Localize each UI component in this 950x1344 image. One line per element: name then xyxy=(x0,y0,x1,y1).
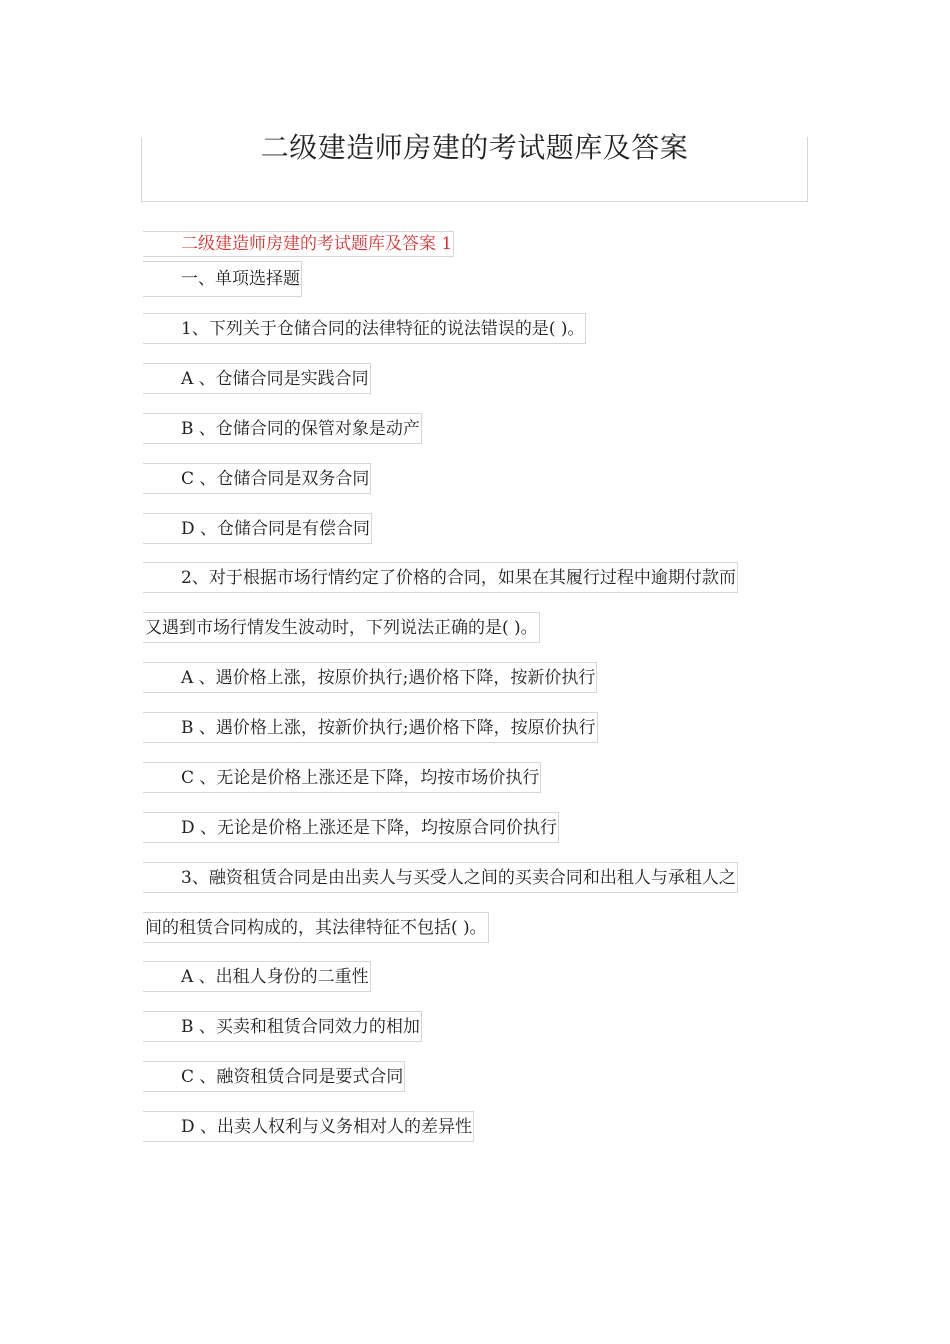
q1-option-c: C 、仓储合同是双务合同 xyxy=(143,463,371,494)
q2-option-d: D 、无论是价格上涨还是下降，均按原合同价执行 xyxy=(143,812,559,843)
document-title: 二级建造师房建的考试题库及答案 xyxy=(142,133,807,163)
q2-option-a: A 、遇价格上涨，按原价执行;遇价格下降，按新价执行 xyxy=(143,662,597,693)
q3-option-b: B 、买卖和租赁合同效力的相加 xyxy=(143,1011,422,1042)
question-3-line-2: 间的租赁合同构成的，其法律特征不包括( )。 xyxy=(143,912,489,943)
question-2-line-2: 又遇到市场行情发生波动时，下列说法正确的是( )。 xyxy=(143,612,540,643)
q2-option-c: C 、无论是价格上涨还是下降，均按市场价执行 xyxy=(143,762,541,793)
q1-option-a: A 、仓储合同是实践合同 xyxy=(143,363,371,394)
q3-option-d: D 、出卖人权利与义务相对人的差异性 xyxy=(143,1111,474,1142)
q1-option-d: D 、仓储合同是有偿合同 xyxy=(143,513,372,544)
title-box xyxy=(141,131,808,202)
question-3-line-1: 3、融资租赁合同是由出卖人与买受人之间的买卖合同和出租人与承租人之 xyxy=(143,862,738,893)
section-heading: 一、单项选择题 xyxy=(143,261,302,297)
q3-option-c: C 、融资租赁合同是要式合同 xyxy=(143,1061,405,1092)
question-2-line-1: 2、对于根据市场行情约定了价格的合同，如果在其履行过程中逾期付款而 xyxy=(143,562,738,593)
question-1: 1、下列关于仓储合同的法律特征的说法错误的是( )。 xyxy=(143,313,586,344)
q2-option-b: B 、遇价格上涨，按新价执行;遇价格下降，按原价执行 xyxy=(143,712,598,743)
q3-option-a: A 、出租人身份的二重性 xyxy=(143,961,371,992)
q1-option-b: B 、仓储合同的保管对象是动产 xyxy=(143,413,422,444)
subtitle: 二级建造师房建的考试题库及答案 1 xyxy=(143,231,454,257)
